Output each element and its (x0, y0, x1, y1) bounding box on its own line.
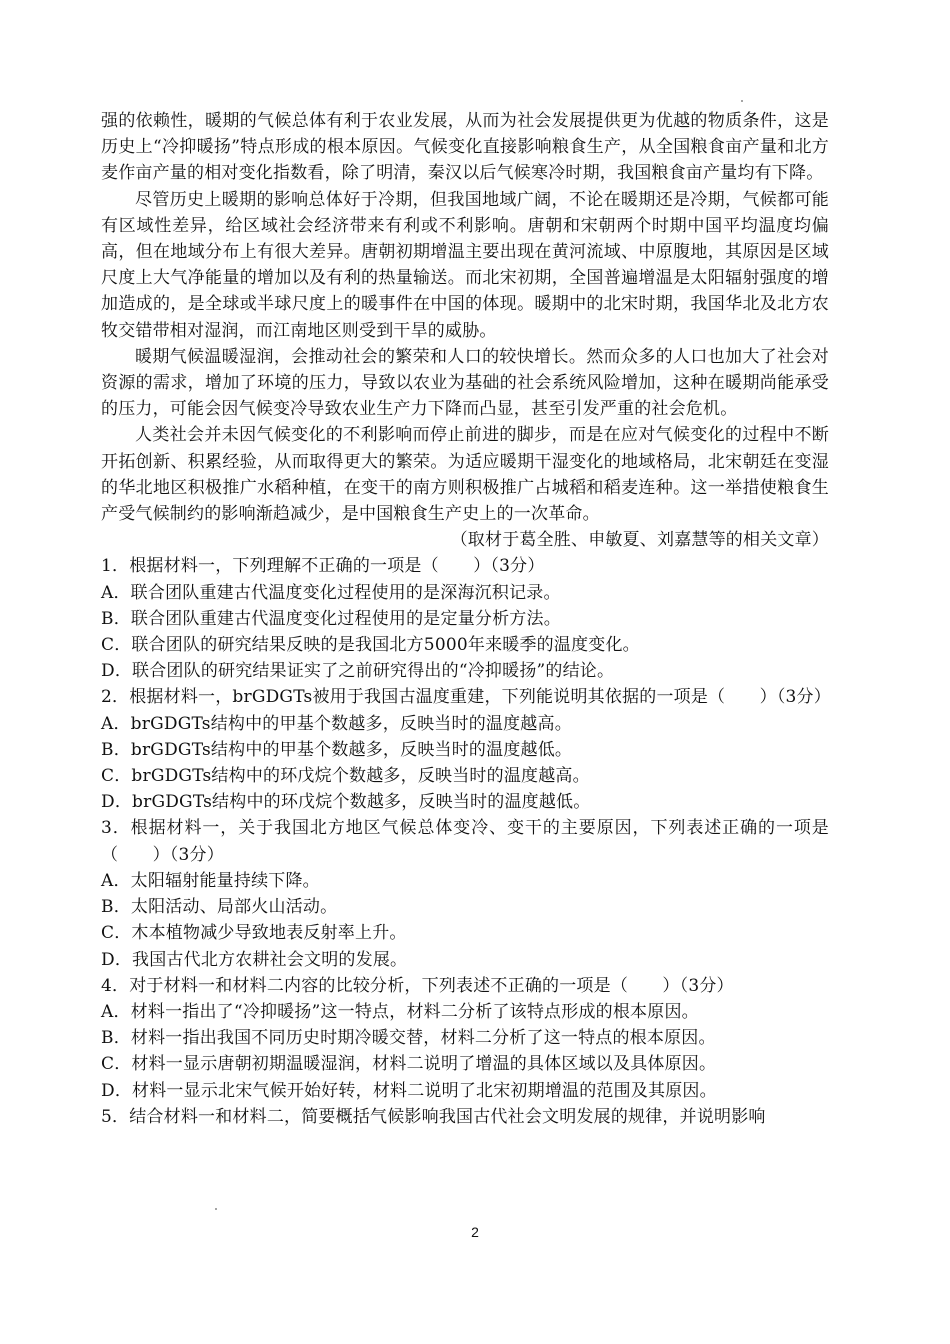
question-1-option-c: C．联合团队的研究结果反映的是我国北方5000年来暖季的温度变化。 (101, 635, 640, 656)
question-2-option-c: C．brGDGTs结构中的环戊烷个数越多，反映当时的温度越高。 (101, 766, 590, 787)
question-2-option-a: A．brGDGTs结构中的甲基个数越多，反映当时的温度越高。 (101, 713, 572, 734)
paragraph-2: 尽管历史上暖期的影响总体好于冷期，但我国地域广阔，不论在暖期还是冷期，气候都可能有区域性差异，给区域社会经济带来有利或不利影响。唐朝和宋朝两个时期中国平均温度均偏高，但在地域分布上有很大差异。唐朝初期增温主要出现在黄河流域、中原腹地，其原因是区域尺度上大气净能量的增加以及有利的热量输送。而北宋初期，全国普遍增温是太阳辐射强度的增加造成的，是全球或半球尺度上的暖事件在中国的体现。暖期中的北宋时期，我国华北及北方农牧交错带相对湿润，而江南地区则受到干旱的威胁。 (101, 189, 829, 341)
question-4-option-c: C．材料一显示唐朝初期温暖湿润，材料二说明了增温的具体区域以及具体原因。 (101, 1054, 717, 1075)
source-citation: （取材于葛全胜、申敏夏、刘嘉慧等的相关文章） (450, 530, 829, 551)
question-3-stem: 3．根据材料一，关于我国北方地区气候总体变冷、变干的主要原因，下列表述正确的一项是（ ）（3分） (101, 818, 829, 865)
question-2-stem: 2．根据材料一，brGDGTs被用于我国古温度重建，下列能说明其依据的一项是（ ）（3分） (101, 687, 831, 708)
page-number: 2 (471, 1224, 479, 1240)
paragraph-3: 暖期气候温暖湿润，会推动社会的繁荣和人口的较快增长。然而众多的人口也加大了社会对资源的需求，增加了环境的压力，导致以农业为基础的社会系统风险增加，这种在暖期尚能承受的压力，可能会因气候变冷导致农业生产力下降而凸显，甚至引发严重的社会危机。 (101, 346, 829, 420)
scan-speck (215, 1208, 217, 1210)
question-1-option-d: D．联合团队的研究结果证实了之前研究得出的“冷抑暖扬”的结论。 (101, 661, 615, 682)
paragraph-4: 人类社会并未因气候变化的不利影响而停止前进的脚步，而是在应对气候变化的过程中不断开拓创新、积累经验，从而取得更大的繁荣。为适应暖期干湿变化的地域格局，北宋朝廷在变湿的华北地区积极推广水稻种植，在变干的南方则积极推广占城稻和稻麦连种。这一举措使粮食生产受气候制约的影响渐趋减少，是中国粮食生产史上的一次革命。 (101, 425, 829, 525)
question-1-option-a: A．联合团队重建古代温度变化过程使用的是深海沉积记录。 (101, 582, 561, 603)
question-4-option-a: A．材料一指出了“冷抑暖扬”这一特点，材料二分析了该特点形成的根本原因。 (101, 1001, 699, 1022)
question-3-option-d: D．我国古代北方农耕社会文明的发展。 (101, 949, 408, 970)
question-3-option-b: B．太阳活动、局部火山活动。 (101, 897, 338, 918)
question-4-option-d: D．材料一显示北宋气候开始好转，材料二说明了北宋初期增温的范围及其原因。 (101, 1080, 717, 1101)
question-5-stem: 5．结合材料一和材料二，简要概括气候影响我国古代社会文明发展的规律，并说明影响 (101, 1106, 766, 1127)
scan-speck (741, 100, 743, 102)
question-3-option-a: A．太阳辐射能量持续下降。 (101, 870, 320, 891)
question-1-option-b: B．联合团队重建古代温度变化过程使用的是定量分析方法。 (101, 608, 561, 629)
question-2-option-d: D．brGDGTs结构中的环戊烷个数越多，反映当时的温度越低。 (101, 792, 591, 813)
question-4-stem: 4．对于材料一和材料二内容的比较分析，下列表述不正确的一项是（ ）（3分） (101, 975, 734, 996)
question-1-stem: 1．根据材料一，下列理解不正确的一项是（ ）（3分） (101, 556, 545, 577)
question-3-option-c: C．木本植物减少导致地表反射率上升。 (101, 923, 407, 944)
question-4-option-b: B．材料一指出我国不同历史时期冷暖交替，材料二分析了这一特点的根本原因。 (101, 1028, 716, 1049)
page-content (101, 108, 829, 1130)
question-2-option-b: B．brGDGTs结构中的甲基个数越多，反映当时的温度越低。 (101, 739, 573, 760)
paragraph-continued: 强的依赖性，暖期的气候总体有利于农业发展，从而为社会发展提供更为优越的物质条件，这是历史上“冷抑暖扬”特点形成的根本原因。气候变化直接影响粮食生产，从全国粮食亩产量和北方麦作亩产量的相对变化指数看，除了明清，秦汉以后气候寒冷时期，我国粮食亩产量均有下降。 (101, 111, 829, 184)
